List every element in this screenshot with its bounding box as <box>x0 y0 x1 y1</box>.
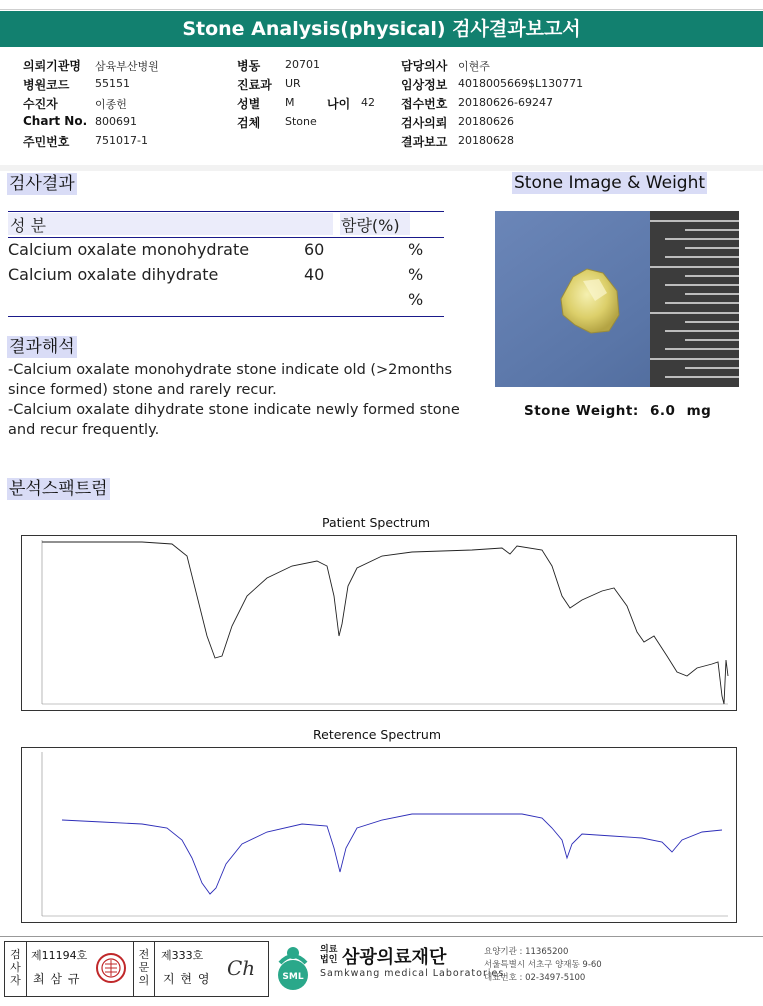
reviewer-number: 제333호 <box>161 949 204 962</box>
org-prefix-bottom: 법인 <box>320 955 338 965</box>
patient-info <box>0 50 763 164</box>
info-field-label: Chart No. <box>23 114 88 128</box>
result-unit: % <box>408 240 424 259</box>
info-field-value: 4018005669$L130771 <box>458 77 584 90</box>
inspector-label: 검사자 <box>5 942 27 996</box>
info-field-label: 수진자 <box>23 97 58 111</box>
table-rule-top <box>8 211 444 212</box>
org-name-en: Samkwang medical Laboratories <box>320 968 505 979</box>
separator <box>0 165 763 171</box>
info-field-label: 주민번호 <box>23 135 70 149</box>
seal-stamp <box>95 952 127 984</box>
info-field-label: 의뢰기관명 <box>23 59 81 73</box>
interpretation-heading: 결과해석 <box>9 337 75 357</box>
info-field-value: Stone <box>285 115 317 128</box>
patient-spectrum-title: Patient Spectrum <box>322 515 431 530</box>
org-contact <box>484 946 602 985</box>
stone-photo <box>495 211 739 387</box>
info-field-value: 20180626 <box>458 115 514 128</box>
result-value: 40 <box>304 265 325 284</box>
age-label: 나이 <box>327 97 351 111</box>
inspector-name: 최 삼 규 <box>33 972 81 986</box>
footer-rule <box>0 936 763 937</box>
interpretation-line-1: -Calcium oxalate monohydrate stone indicate old (>2months since formed) stone and rarely recur. <box>8 362 453 398</box>
org-name: 삼광의료재단 <box>342 947 447 968</box>
result-component: Calcium oxalate dihydrate <box>8 265 219 284</box>
result-unit: % <box>408 290 424 309</box>
info-field-value: 20180626-69247 <box>458 96 553 109</box>
stone-heading: Stone Image & Weight <box>514 173 706 193</box>
info-field-label: 접수번호 <box>401 97 448 111</box>
patient-spectrum-chart <box>21 535 737 711</box>
weight-label: Stone Weight: <box>524 403 639 419</box>
reviewer-name: 지 현 영 <box>163 972 211 986</box>
interpretation-line-2: -Calcium oxalate dihydrate stone indicate newly formed stone and recur frequently. <box>8 402 460 438</box>
signature: Ch <box>227 956 256 980</box>
info-field-label: 병동 <box>237 59 261 73</box>
info-field-label: 담당의사 <box>401 59 448 73</box>
inspector-number: 제11194호 <box>31 949 88 962</box>
org-logo <box>272 943 314 993</box>
weight-value: 6.0 <box>649 403 676 419</box>
table-rule-bottom <box>8 316 444 317</box>
spectrum-heading: 분석스팩트럼 <box>9 479 108 499</box>
weight-unit: mg <box>686 403 712 419</box>
age-value: 42 <box>361 96 375 109</box>
result-unit: % <box>408 265 424 284</box>
org-reg-no: 요양기관 : 11365200 <box>484 947 569 957</box>
signature-box <box>4 941 269 997</box>
org-phone: 대표번호 : 02-3497-5100 <box>484 973 586 983</box>
info-field-label: 병원코드 <box>23 78 70 92</box>
info-field-label: 검사의뢰 <box>401 116 448 130</box>
stone-weight <box>524 403 711 419</box>
reference-spectrum-title: Reterence Spectrum <box>313 727 441 742</box>
info-field-label: 결과보고 <box>401 135 448 149</box>
reference-spectrum-line <box>62 814 722 894</box>
result-value: 60 <box>304 240 325 259</box>
reviewer-label: 전문의 <box>133 942 155 996</box>
info-field-label: 성별 <box>237 97 261 111</box>
table-rule-header <box>8 237 444 238</box>
org-prefix-top: 의료 <box>320 945 338 955</box>
org-address: 서울특별시 서초구 양재동 9-60 <box>484 960 602 970</box>
reference-spectrum-chart <box>21 747 737 923</box>
info-field-value: 이현주 <box>458 60 490 73</box>
report-title: Stone Analysis(physical) 검사결과보고서 <box>0 11 763 47</box>
org-prefix <box>320 945 337 965</box>
info-field-value: 751017-1 <box>95 134 148 147</box>
top-border <box>0 0 763 10</box>
header-highlight <box>8 213 333 235</box>
info-field-value: 이종헌 <box>95 98 127 111</box>
info-field-value: M <box>285 96 295 109</box>
logo-text: SML <box>282 972 304 982</box>
info-field-value: 20701 <box>285 58 320 71</box>
info-field-value: 55151 <box>95 77 130 90</box>
info-field-label: 임상정보 <box>401 78 448 92</box>
component-header: 성 분 <box>10 216 46 235</box>
info-field-value: 800691 <box>95 115 137 128</box>
content-header: 함량(%) <box>341 216 400 235</box>
patient-spectrum-line <box>42 542 728 704</box>
result-component: Calcium oxalate monohydrate <box>8 240 250 259</box>
info-field-value: UR <box>285 77 301 90</box>
info-field-value: 삼육부산병원 <box>95 60 159 73</box>
info-field-label: 진료과 <box>237 78 272 92</box>
info-field-value: 20180628 <box>458 134 514 147</box>
results-heading: 검사결과 <box>9 174 75 194</box>
interpretation-text <box>8 360 483 440</box>
info-field-label: 검체 <box>237 116 261 130</box>
